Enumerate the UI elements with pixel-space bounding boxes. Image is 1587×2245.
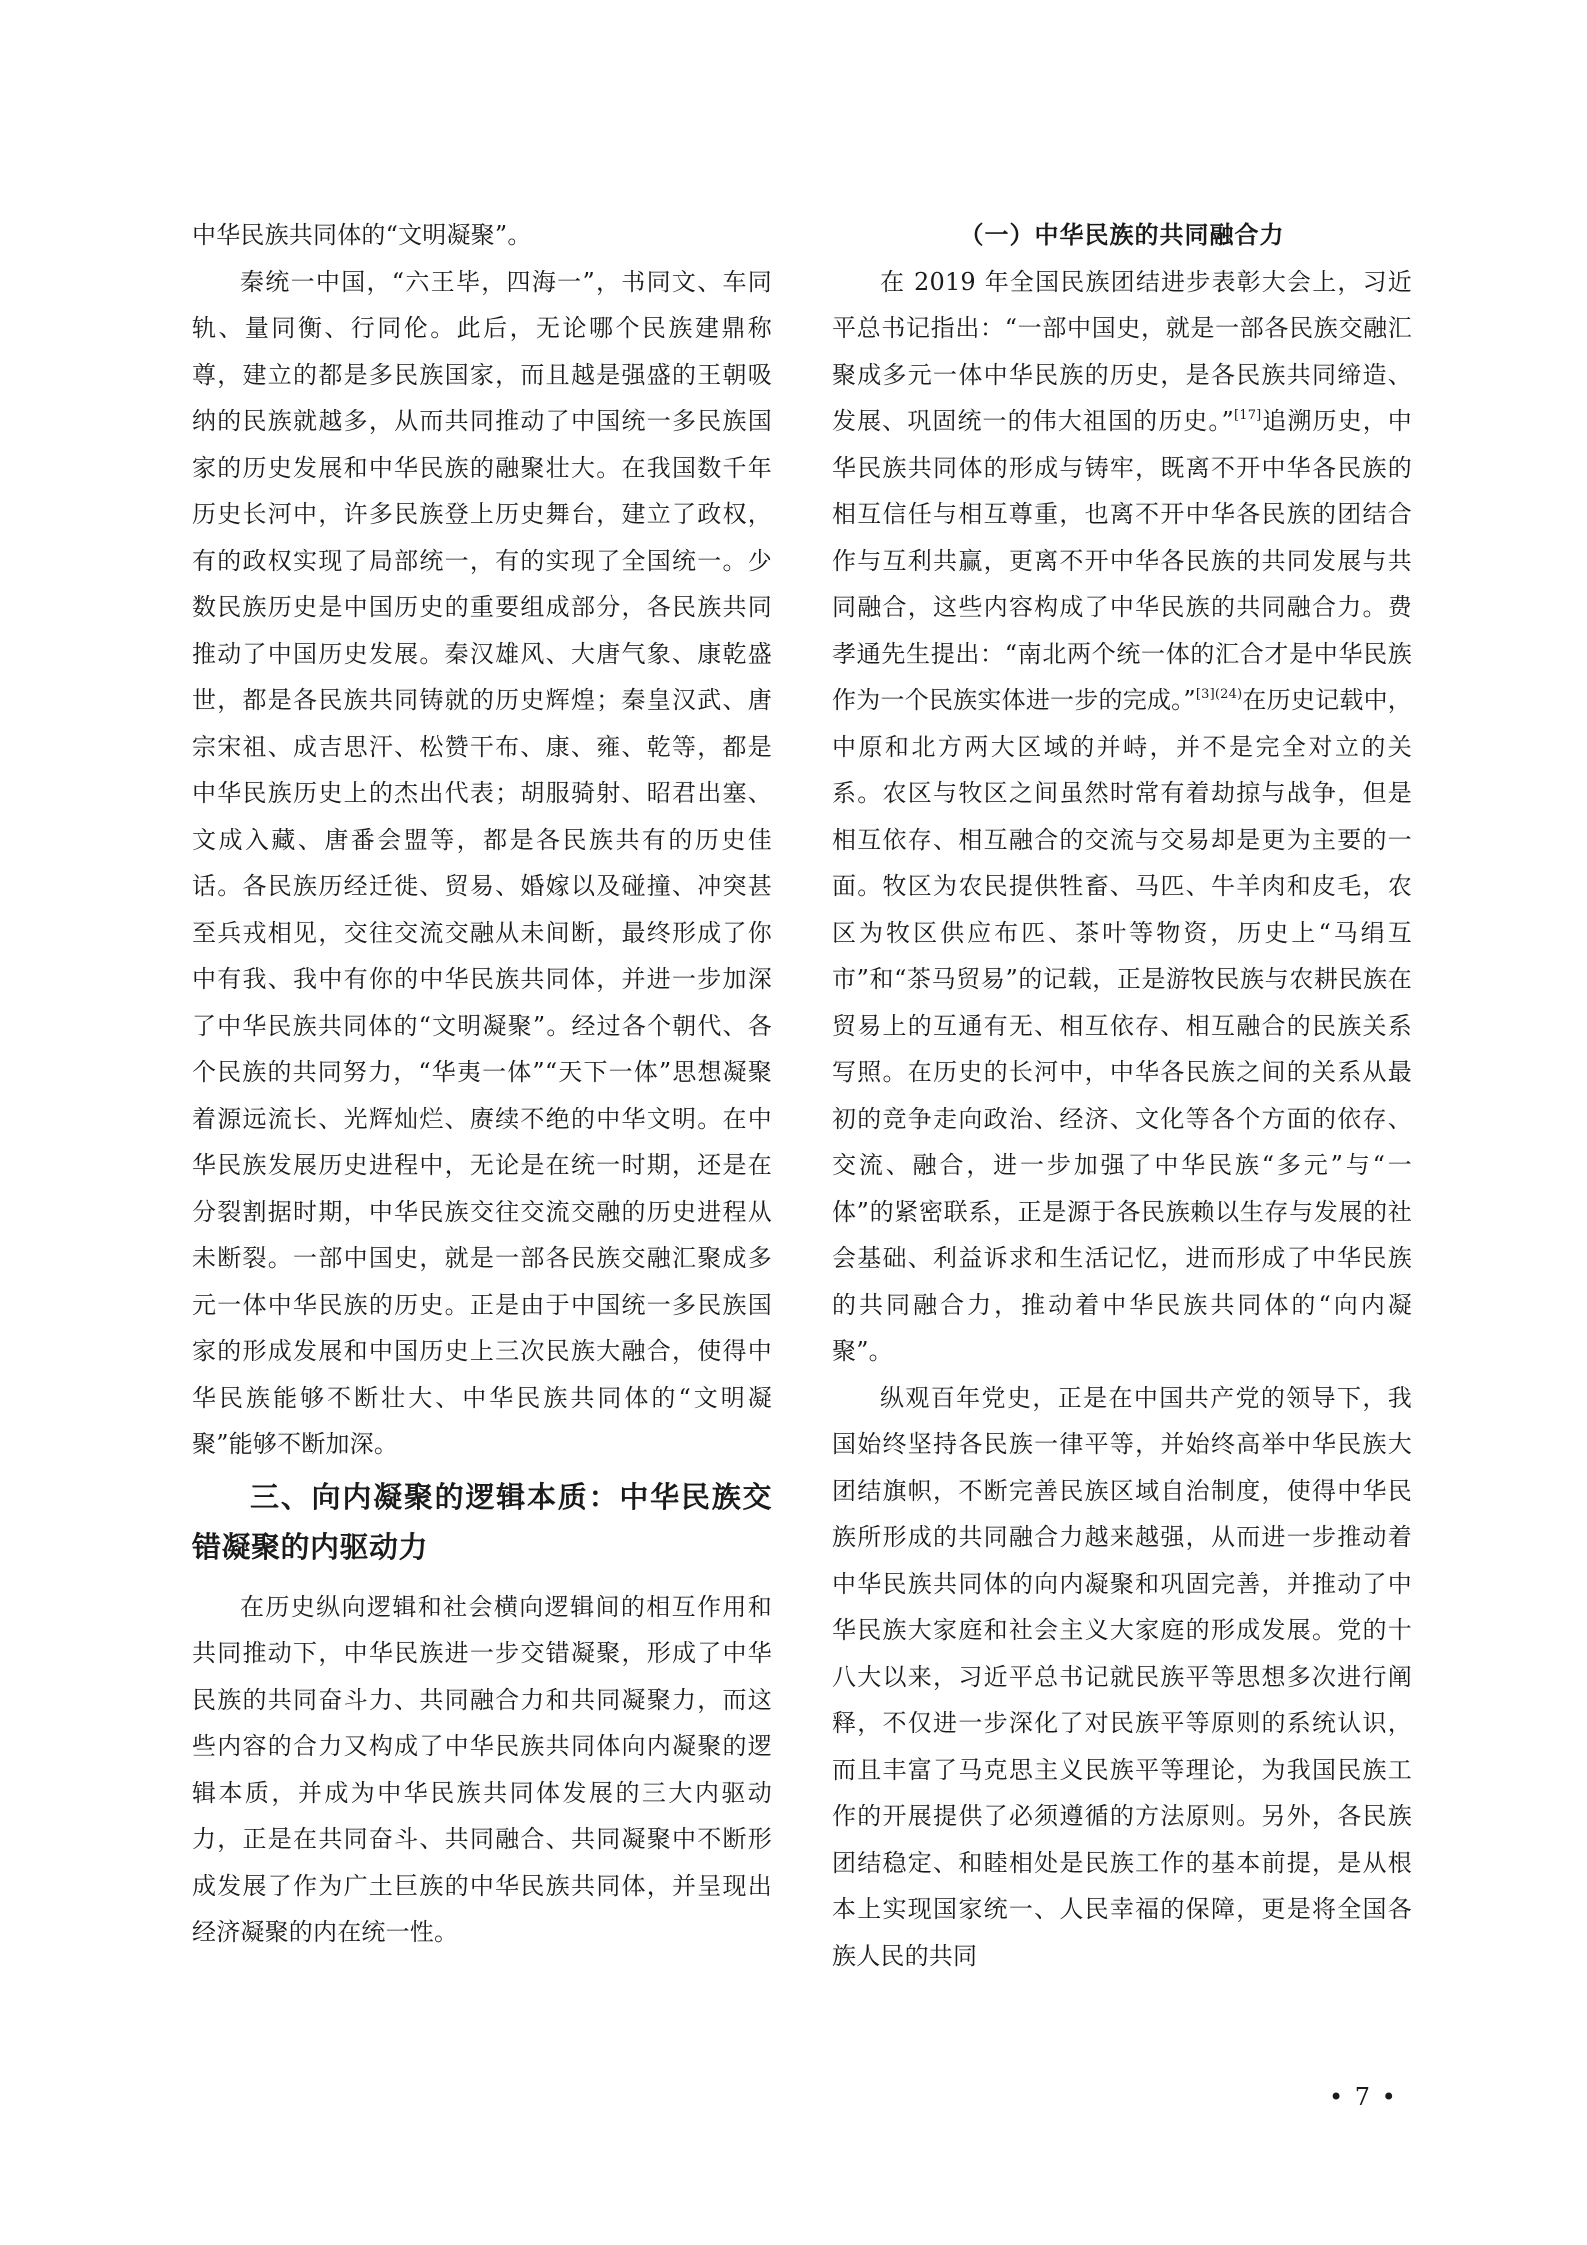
body-paragraph: 在历史纵向逻辑和社会横向逻辑间的相互作用和共同推动下，中华民族进一步交错凝聚，形成了中华民族的共同奋斗力、共同融合力和共同凝聚力，而这些内容的合力又构成了中华民族共同体向内凝聚的逻辑本质，并成为中华民族共同体发展的三大内驱动力，正是在共同奋斗、共同融合、共同凝聚中不断形成发展了作为广土巨族的中华民族共同体，并呈现出经济凝聚的内在统一性。 bbox=[192, 1592, 772, 1946]
citation-ref: [3](24) bbox=[1195, 687, 1243, 702]
body-paragraph: 中华民族共同体的“文明凝聚”。 bbox=[192, 221, 532, 249]
body-paragraph: 纵观百年党史，正是在中国共产党的领导下，我国始终坚持各民族一律平等，并始终高举中华民族大团结旗帜，不断完善民族区域自治制度，使得中华民族所形成的共同融合力越来越强，从而进一步推动着中华民族共同体的向内凝聚和巩固完善，并推动了中华民族大家庭和社会主义大家庭的形成发展。党的十八大以来，习近平总书记就民族平等思想多次进行阐释，不仅进一步深化了对民族平等原则的系统认识，而且丰富了马克思主义民族平等理论，为我国民族工作的开展提供了必须遵循的方法原则。另外，各民族团结稳定、和睦相处是民族工作的基本前提，是从根本上实现国家统一、人民幸福的保障，更是将全国各族人民的共同 bbox=[832, 1383, 1412, 1970]
sub-heading: （一）中华民族的共同融合力 bbox=[959, 221, 1285, 249]
paragraph-text: 在历史记载中，中原和北方两大区域的并峙，并不是完全对立的关系。农区与牧区之间虽然时常有着劫掠与战争，但是相互依存、相互融合的交流与交易却是更为主要的一面。牧区为农民提供牲畜、马匹、牛羊肉和皮毛，农区为牧区供应布匹、茶叶等物资，历史上“马绢互市”和“茶马贸易”的记载，正是游牧民族与农耕民族在贸易上的互通有无、相互依存、相互融合的民族关系写照。在历史的长河中，中华各民族之间的关系从最初的竞争走向政治、经济、文化等各个方面的依存、交流、融合，进一步加强了中华民族“多元”与“一体”的紧密联系，正是源于各民族赖以生存与发展的社会基础、利益诉求和生活记忆，进而形成了中华民族的共同融合力，推动着中华民族共同体的“向内凝聚”。 bbox=[832, 686, 1412, 1365]
body-paragraph: 秦统一中国，“六王毕，四海一”，书同文、车同轨、量同衡、行同伦。此后，无论哪个民族建鼎称尊，建立的都是多民族国家，而且越是强盛的王朝吸纳的民族就越多，从而共同推动了中国统一多民族国家的历史发展和中华民族的融聚壮大。在我国数千年历史长河中，许多民族登上历史舞台，建立了政权，有的政权实现了局部统一，有的实现了全国统一。少数民族历史是中国历史的重要组成部分，各民族共同推动了中国历史发展。秦汉雄风、大唐气象、康乾盛世，都是各民族共同铸就的历史辉煌；秦皇汉武、唐宗宋祖、成吉思汗、松赞干布、康、雍、乾等，都是中华民族历史上的杰出代表；胡服骑射、昭君出塞、文成入藏、唐番会盟等，都是各民族共有的历史佳话。各民族历经迁徙、贸易、婚嫁以及碰撞、冲突甚至兵戎相见，交往交流交融从未间断，最终形成了你中有我、我中有你的中华民族共同体，并进一步加深了中华民族共同体的“文明凝聚”。经过各个朝代、各个民族的共同努力，“华夷一体”“天下一体”思想凝聚着源远流长、光辉灿烂、赓续不绝的中华文明。在中华民族发展历史进程中，无论是在统一时期，还是在分裂割据时期，中华民族交往交流交融的历史进程从未断裂。一部中国史，就是一部各民族交融汇聚成多元一体中华民族的历史。正是由于中国统一多民族国家的形成发展和中国历史上三次民族大融合，使得中华民族能够不断壮大、中华民族共同体的“文明凝聚”能够不断加深。 bbox=[192, 267, 772, 1458]
citation-ref: [17] bbox=[1233, 408, 1262, 423]
left-column bbox=[192, 212, 772, 1956]
paragraph-text: 在 2019 年全国民族团结进步表彰大会上，习近平总书记指出：“一部中国史，就是一部各民族交融汇聚成多元一体中华民族的历史，是各民族共同缔造、发展、巩固统一的伟大祖国的历史。” bbox=[832, 267, 1412, 435]
right-column bbox=[832, 212, 1412, 1979]
section-heading: 三、向内凝聚的逻辑本质：中华民族交错凝聚的内驱动力 bbox=[192, 1479, 772, 1564]
page-number: • 7 • bbox=[1329, 2083, 1398, 2111]
body-paragraph bbox=[832, 259, 1412, 1375]
paragraph-text: 追溯历史，中华民族共同体的形成与铸牢，既离不开中华各民族的相互信任与相互尊重，也离不开中华各民族的团结合作与互利共赢，更离不开中华各民族的共同发展与共同融合，这些内容构成了中华民族的共同融合力。费孝通先生提出：“南北两个统一体的汇合才是中华民族作为一个民族实体进一步的完成。” bbox=[832, 407, 1413, 714]
